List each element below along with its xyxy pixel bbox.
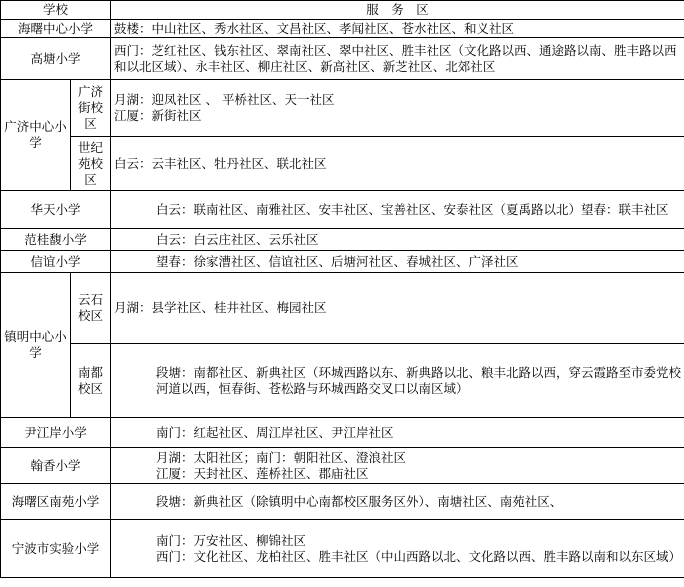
campus-name: 云石校区 xyxy=(71,273,111,344)
table-row xyxy=(1,20,684,38)
table-row xyxy=(1,251,684,273)
table-row xyxy=(1,229,684,251)
school-name: 翰香小学 xyxy=(1,448,111,484)
campus-name: 广济街校区 xyxy=(71,80,111,137)
service-area-text: 望春：徐家漕社区、信谊社区、后塘河社区、春城社区、广泽社区 xyxy=(156,253,519,269)
table-row xyxy=(1,38,684,80)
service-area-text: 南门：万安社区、柳锦社区 xyxy=(156,532,307,548)
school-name: 海曙中心小学 xyxy=(1,20,111,38)
school-name: 高塘小学 xyxy=(1,38,111,80)
table-row xyxy=(1,344,684,418)
school-name: 广济中心小学 xyxy=(1,80,71,191)
table-row xyxy=(1,418,684,448)
school-name: 海曙区南苑小学 xyxy=(1,484,111,520)
service-area-text: 南门：红起社区、周江岸社区、尹江岸社区 xyxy=(156,424,394,440)
school-name: 范桂馥小学 xyxy=(1,229,111,251)
service-area-text: 江厦：天封社区、莲桥社区、郡庙社区 xyxy=(156,465,369,481)
table-row xyxy=(1,137,684,191)
service-area-text: 段塘：新典社区（除镇明中心南都校区服务区外）、南塘社区、南苑社区、 xyxy=(156,493,563,509)
header-service-area: 服 务 区 xyxy=(111,1,684,20)
service-area-text: 月湖：太阳社区；南门：朝阳社区、澄浪社区 xyxy=(156,449,407,465)
service-area-text: 白云：白云庄社区、云乐社区 xyxy=(156,231,319,247)
service-area-text: 段塘：南都社区、新典社区（环城西路以东、新典路以北、粮丰北路以西，穿云霞路至市委党校河道以西，恒春街、苍松路与环城西路交叉口以南区域） xyxy=(156,364,682,396)
service-area-text: 西门：芝红社区、钱东社区、翠南社区、翠中社区、胜丰社区（文化路以西、通途路以南、胜丰路以西和以北区域）、永丰社区、柳庄社区、新高社区、新芝社区、北郊社区 xyxy=(114,42,677,74)
service-area-text: 鼓楼：中山社区、秀水社区、文昌社区、孝闻社区、苍水社区、和义社区 xyxy=(114,20,515,36)
table-row xyxy=(1,448,684,484)
service-area-text: 月湖：迎凤社区 、 平桥社区、天一社区 xyxy=(114,92,335,107)
service-area-text: 白云：云丰社区、牡丹社区、联北社区 xyxy=(114,155,327,171)
school-name: 华天小学 xyxy=(1,191,111,229)
service-area-text: 月湖：县学社区、桂井社区、梅园社区 xyxy=(114,300,327,315)
campus-name: 南都校区 xyxy=(71,344,111,418)
header-school: 学校 xyxy=(1,1,111,20)
school-name: 信谊小学 xyxy=(1,251,111,273)
school-name: 宁波市实验小学 xyxy=(1,520,111,578)
school-name: 镇明中心小学 xyxy=(1,273,71,418)
table-row xyxy=(1,191,684,229)
table-row xyxy=(1,520,684,578)
campus-name: 世纪苑校区 xyxy=(71,137,111,191)
service-area-text: 白云：联南社区、南雅社区、安丰社区、宝善社区、安泰社区（夏禹路以北）望春：联丰社区 xyxy=(156,201,669,217)
table-header-row xyxy=(1,1,684,20)
table-row xyxy=(1,80,684,137)
school-name: 尹江岸小学 xyxy=(1,418,111,448)
service-area-text: 江厦：新街社区 xyxy=(114,108,202,123)
table-row xyxy=(1,484,684,520)
service-area-text: 西门：文化社区、龙柏社区、胜丰社区（中山西路以北、文化路以西、胜丰路以南和以东区域） xyxy=(156,548,682,564)
table-row xyxy=(1,273,684,344)
